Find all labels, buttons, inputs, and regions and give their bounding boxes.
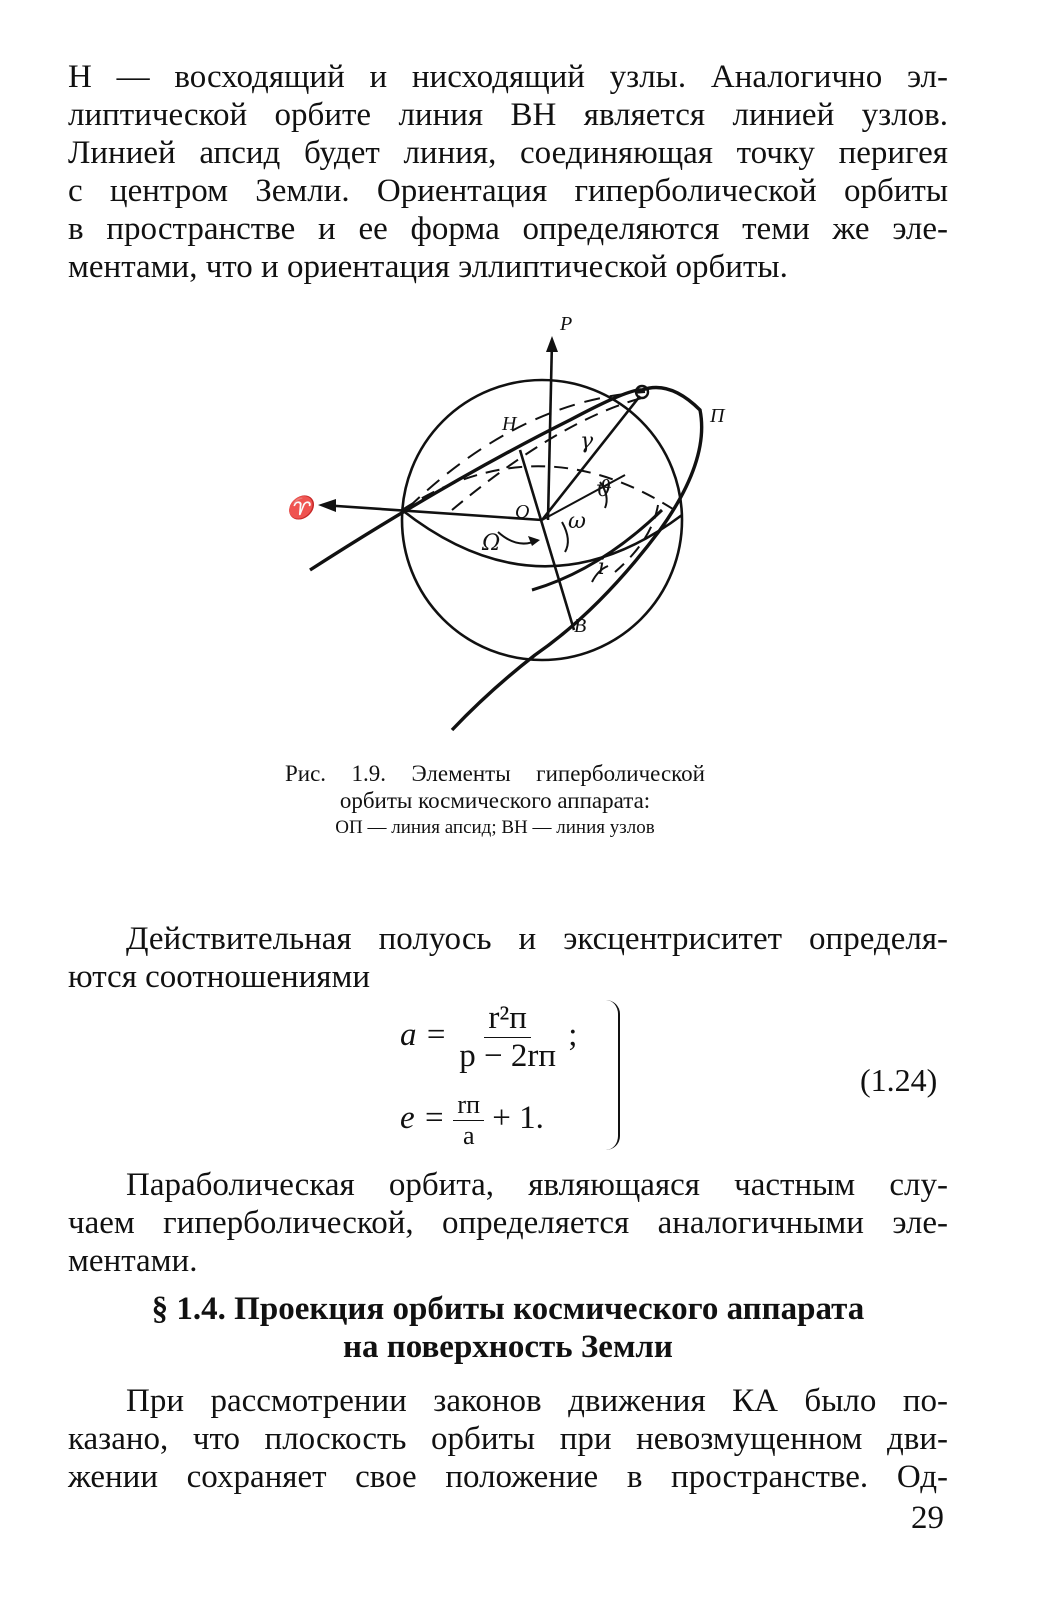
text-line: с центром Земли. Ориентация гиперболической орбиты <box>68 173 948 209</box>
text-line: Параболическая орбита, являющаяся частным слу- <box>126 1167 948 1203</box>
formula-e-fraction <box>453 1090 484 1151</box>
equator-hidden-line <box>402 466 682 515</box>
label-p: P <box>560 313 573 335</box>
label-h: H <box>502 413 517 435</box>
caption-title: Рис. 1.9. Элементы гиперболической орбиты космического аппарата: <box>285 761 705 813</box>
formula-a-tail: ; <box>568 1017 578 1054</box>
formula-a-lhs: a = <box>400 1017 448 1054</box>
text-line: чаем гиперболической, определяется аналогичными эле- <box>68 1205 948 1241</box>
text-line: Линией апсид будет линия, соединяющая точку перигея <box>68 135 948 171</box>
label-omega-node: Ω <box>482 531 501 556</box>
formula-e <box>400 1090 544 1151</box>
intro-paragraph <box>68 58 948 286</box>
text-line: При рассмотрении законов движения КА было по- <box>126 1383 948 1419</box>
aries-icon: ♈ <box>286 496 314 521</box>
formula-a-fraction <box>455 1000 560 1075</box>
text-line: ментами, что и ориентация эллиптической орбиты. <box>68 249 788 285</box>
hyperbolic-orbit-line <box>310 388 702 731</box>
caption-subtitle: ОП — линия апсид; ВН — линия узлов <box>335 817 655 838</box>
section-heading-line-1: § 1.4. Проекция орбиты космического аппарата <box>151 1291 865 1327</box>
formula-e-tail: + 1. <box>492 1100 544 1137</box>
orbit-diagram <box>270 300 770 770</box>
text-line: ментами. <box>68 1243 198 1279</box>
text-line: липтической орбите линия ВН является линией узлов. <box>68 97 948 133</box>
figure-caption <box>285 760 705 840</box>
formula-a-numerator: r²п <box>484 1000 531 1038</box>
text-line: жении сохраняет свое положение в пространстве. Од- <box>68 1459 948 1495</box>
paragraph-4 <box>68 1382 948 1496</box>
label-gamma: γ <box>580 429 594 454</box>
label-o: O <box>515 501 530 523</box>
page-number: 29 <box>911 1500 944 1536</box>
label-omega: ω <box>568 509 586 534</box>
text-line: Действительная полуось и эксцентриситет определя- <box>126 921 948 957</box>
formula-e-lhs: e = <box>400 1100 446 1137</box>
paragraph-2 <box>68 920 948 996</box>
apsides-line <box>542 396 640 520</box>
text-line: Н — восходящий и нисходящий узлы. Аналогично эл- <box>68 59 948 95</box>
paragraph-3 <box>68 1166 948 1280</box>
axis-arrowhead <box>546 336 558 352</box>
formula-a <box>400 1000 577 1075</box>
section-heading <box>68 1290 948 1366</box>
omega-arrowhead <box>528 536 540 546</box>
formula-brace <box>602 1000 620 1150</box>
aries-arrowhead <box>318 499 336 512</box>
equation-number: (1.24) <box>860 1062 938 1098</box>
label-pi: П <box>710 405 725 427</box>
label-inclination: i <box>598 555 606 580</box>
figure-hyperbolic-orbit <box>270 300 770 770</box>
aries-direction-line <box>322 505 542 520</box>
text-line: в пространстве и ее форма определяются теми же эле- <box>68 211 948 247</box>
text-line: казано, что плоскость орбиты при невозмущенном дви- <box>68 1421 948 1457</box>
nodes-line <box>520 450 574 630</box>
label-b: B <box>574 615 587 637</box>
formula-a-denominator: p − 2rп <box>459 1038 557 1074</box>
formula-e-numerator: rп <box>453 1090 484 1121</box>
text-line: ются соотношениями <box>68 959 371 995</box>
label-theta: ϑ <box>596 477 612 502</box>
formula-1-24 <box>380 990 960 1160</box>
formula-e-denominator: a <box>462 1121 475 1150</box>
omega-arc <box>562 522 568 552</box>
section-heading-line-2: на поверхность Земли <box>343 1329 673 1365</box>
